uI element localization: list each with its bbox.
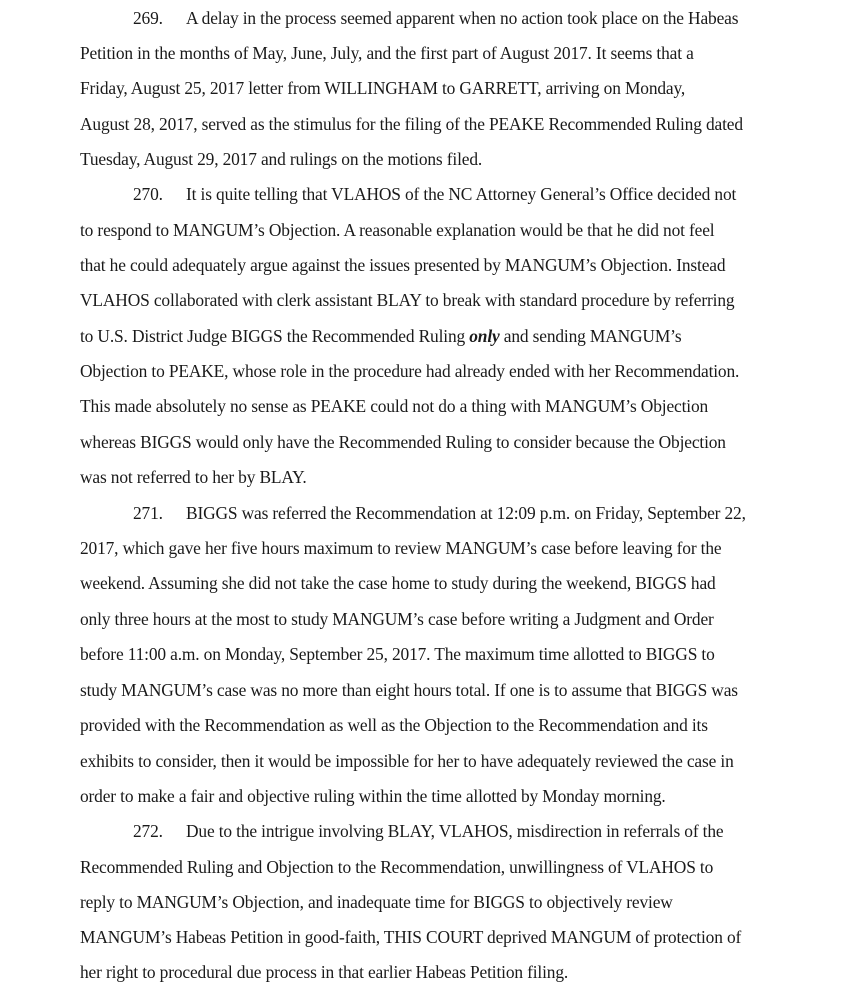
paragraph-first-line (133, 184, 736, 204)
paragraph-line: to respond to MANGUM’s Objection. A reasonable explanation would be that he did not feel (80, 220, 715, 240)
line-text: BIGGS was referred the Recommendation at 12:09 p.m. on Friday, September 22, (186, 503, 746, 523)
paragraph-line: was not referred to her by BLAY. (80, 467, 307, 487)
paragraph-line: Friday, August 25, 2017 letter from WILLINGHAM to GARRETT, arriving on Monday, (80, 78, 686, 98)
paragraph-number: 271. (133, 503, 163, 523)
paragraph-first-line (133, 503, 746, 523)
line-text: A delay in the process seemed apparent when no action took place on the Habeas (186, 8, 739, 28)
paragraph-line: before 11:00 a.m. on Monday, September 25, 2017. The maximum time allotted to BIGGS to (80, 644, 715, 664)
paragraph-first-line (133, 821, 723, 841)
line-text: to U.S. District Judge BIGGS the Recommended Ruling (80, 326, 470, 346)
paragraph-first-line (133, 8, 738, 28)
paragraph-line: This made absolutely no sense as PEAKE could not do a thing with MANGUM’s Objection (80, 396, 709, 416)
paragraph-line: Petition in the months of May, June, July, and the first part of August 2017. It seems that a (80, 43, 694, 63)
paragraph-line: order to make a fair and objective ruling within the time allotted by Monday morning. (80, 786, 666, 806)
paragraph-line: weekend. Assuming she did not take the case home to study during the weekend, BIGGS had (80, 573, 716, 593)
paragraph-line: exhibits to consider, then it would be impossible for her to have adequately reviewed the case in (80, 751, 734, 771)
line-text: It is quite telling that VLAHOS of the NC Attorney General’s Office decided not (186, 184, 737, 204)
paragraph-line: August 28, 2017, served as the stimulus for the filing of the PEAKE Recommended Ruling dated (80, 114, 743, 134)
paragraph-number: 269. (133, 8, 163, 28)
paragraph-line (80, 326, 681, 346)
paragraph-line: reply to MANGUM’s Objection, and inadequate time for BIGGS to objectively review (80, 892, 673, 912)
paragraph-number: 272. (133, 821, 163, 841)
paragraph-line: VLAHOS collaborated with clerk assistant BLAY to break with standard procedure by referring (80, 290, 735, 310)
paragraph-line: Objection to PEAKE, whose role in the procedure had already ended with her Recommendation. (80, 361, 740, 381)
paragraph-line: her right to procedural due process in that earlier Habeas Petition filing. (80, 962, 569, 982)
paragraph-number: 270. (133, 184, 163, 204)
line-text: and sending MANGUM’s (499, 326, 682, 346)
paragraph-line: that he could adequately argue against the issues presented by MANGUM’s Objection. Instead (80, 255, 726, 275)
line-text: Due to the intrigue involving BLAY, VLAHOS, misdirection in referrals of the (186, 821, 724, 841)
emphasized-word: only (469, 326, 500, 346)
paragraph-line: 2017, which gave her five hours maximum to review MANGUM’s case before leaving for the (80, 538, 722, 558)
paragraph-line: whereas BIGGS would only have the Recommended Ruling to consider because the Objection (80, 432, 726, 452)
paragraph-line: provided with the Recommendation as well as the Objection to the Recommendation and its (80, 715, 708, 735)
paragraph-line: MANGUM’s Habeas Petition in good-faith, THIS COURT deprived MANGUM of protection of (80, 927, 742, 947)
paragraph-line: Tuesday, August 29, 2017 and rulings on the motions filed. (80, 149, 483, 169)
paragraph-line: only three hours at the most to study MANGUM’s case before writing a Judgment and Order (80, 609, 714, 629)
paragraph-line: Recommended Ruling and Objection to the Recommendation, unwillingness of VLAHOS to (80, 857, 714, 877)
paragraph-line: study MANGUM’s case was no more than eight hours total. If one is to assume that BIGGS was (80, 680, 738, 700)
